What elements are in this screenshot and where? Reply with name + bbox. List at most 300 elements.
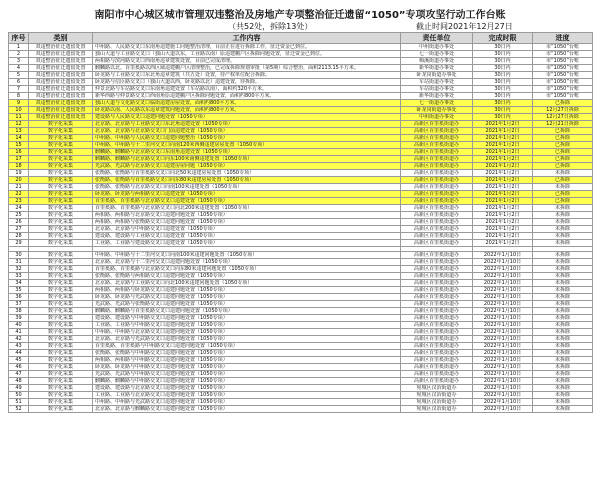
row-category: 双违整治征迁遗留处置	[29, 65, 93, 72]
row-category: 数字化采集	[29, 212, 93, 219]
row-deadline: 2022年1月10日	[473, 252, 533, 259]
row-unit: 高新区百里奚街道办	[401, 170, 473, 177]
row-unit: 车站街道办事处	[401, 86, 473, 93]
table-row	[9, 135, 593, 142]
row-category: 双违整治征迁遗留处置	[29, 58, 93, 65]
table-row	[9, 100, 593, 107]
row-status: 已拆除	[533, 191, 593, 198]
row-category: 双违整治征迁遗留处置	[29, 79, 93, 86]
row-status: 市“1050”台账	[533, 65, 593, 72]
row-deadline: 2022年1月10日	[473, 329, 533, 336]
table-row	[9, 357, 593, 364]
table-row	[9, 142, 593, 149]
row-no: 10	[9, 107, 29, 114]
row-deadline: 2022年1月10日	[473, 315, 533, 322]
table-row	[9, 350, 593, 357]
table-row	[9, 198, 593, 205]
row-no: 49	[9, 385, 29, 392]
row-status: 12月27日拆除	[533, 114, 593, 121]
row-deadline: 2022年1月10日	[473, 350, 533, 357]
row-status: 未拆除	[533, 371, 593, 378]
row-status: 未拆除	[533, 364, 593, 371]
table-row	[9, 273, 593, 280]
row-status: 市“1050”台账	[533, 72, 593, 79]
row-category: 数字化采集	[29, 294, 93, 301]
row-category: 数字化采集	[29, 156, 93, 163]
row-status: 未拆除	[533, 378, 593, 385]
row-category: 数字化采集	[29, 149, 93, 156]
row-content: 卧龙路以南、人民路以东违章建筑问题处置，面积约800平方米。	[93, 107, 401, 114]
table-row	[9, 252, 593, 259]
row-no: 26	[9, 219, 29, 226]
row-content: 张衡路、张衡路与中州路交叉口违建问题处置（1050专项）	[93, 350, 401, 357]
row-deadline: 2022年1月10日	[473, 294, 533, 301]
row-status: 未拆除	[533, 329, 593, 336]
row-unit: 梅溪街道办事处	[401, 58, 473, 65]
row-status: 未拆除	[533, 322, 593, 329]
row-deadline: 2021年1月2日	[473, 198, 533, 205]
row-deadline: 2022年1月10日	[473, 406, 533, 413]
row-unit: 宛城区汉冶街道办	[401, 392, 473, 399]
row-category: 数字化采集	[29, 252, 93, 259]
row-deadline: 2021年1月2日	[473, 128, 533, 135]
table-row	[9, 385, 593, 392]
row-unit: 高新区百里奚街道办	[401, 219, 473, 226]
table-row	[9, 170, 593, 177]
row-no: 28	[9, 233, 29, 240]
table-row	[9, 406, 593, 413]
row-no: 7	[9, 86, 29, 93]
row-category: 数字化采集	[29, 350, 93, 357]
row-category: 数字化采集	[29, 205, 93, 212]
row-category: 双违整治征迁遗留处置	[29, 51, 93, 58]
row-category: 数字化采集	[29, 128, 93, 135]
row-content: 独山大道与文化路交叉口临街违建房屋处置，面积约800平方米。	[93, 100, 401, 107]
row-category: 数字化采集	[29, 135, 93, 142]
row-status: 未拆除	[533, 252, 593, 259]
row-no: 52	[9, 406, 29, 413]
row-unit: 高新区百里奚街道办	[401, 322, 473, 329]
row-no: 33	[9, 273, 29, 280]
row-status: 市“1050”台账	[533, 86, 593, 93]
row-deadline: 2022年1月10日	[473, 399, 533, 406]
table-row	[9, 226, 593, 233]
row-content: 新华西路与仲景路交叉口西南角原违建棚户区拆除问题处置，面积约800平方米。	[93, 93, 401, 100]
row-unit: 高新区百里奚街道办	[401, 280, 473, 287]
table-row	[9, 315, 593, 322]
row-status: 12月21日拆除	[533, 121, 593, 128]
row-no: 20	[9, 177, 29, 184]
row-unit: 高新区百里奚街道办	[401, 128, 473, 135]
row-status: 未拆除	[533, 294, 593, 301]
row-no: 16	[9, 149, 29, 156]
row-no: 35	[9, 287, 29, 294]
row-content: 工业路、工业路与中州路交叉口违建问题处置（1050专项）	[93, 322, 401, 329]
row-no: 45	[9, 357, 29, 364]
row-unit: 高新区百里奚街道办	[401, 198, 473, 205]
table-row	[9, 79, 593, 86]
row-unit: 高新区百里奚街道办	[401, 121, 473, 128]
table-row	[9, 266, 593, 273]
row-unit: 宛城区汉冶街道办	[401, 406, 473, 413]
table-row	[9, 72, 593, 79]
row-category: 数字化采集	[29, 385, 93, 392]
row-content: 卧龙路、卧龙路与中州路交叉口违建问题处置（1050专项）	[93, 364, 401, 371]
row-category: 数字化采集	[29, 170, 93, 177]
row-content: 张衡路、张衡路与北京路交叉口向南100米违建处置（1050专项）	[93, 184, 401, 191]
row-unit: 高新区百里奚街道办	[401, 301, 473, 308]
row-unit: 宛城区汉冶街道办	[401, 399, 473, 406]
row-category: 数字化采集	[29, 357, 93, 364]
row-unit: 高新区百里奚街道办	[401, 329, 473, 336]
row-status: 12月27日拆除	[533, 107, 593, 114]
row-no: 17	[9, 156, 29, 163]
row-deadline: 30日内	[473, 114, 533, 121]
row-deadline: 2021年1月2日	[473, 156, 533, 163]
row-deadline: 30日内	[473, 79, 533, 86]
row-category: 数字化采集	[29, 198, 93, 205]
table-row	[9, 86, 593, 93]
row-no: 29	[9, 240, 29, 247]
table-row	[9, 399, 593, 406]
row-deadline: 2022年1月10日	[473, 308, 533, 315]
row-deadline: 2022年1月10日	[473, 266, 533, 273]
row-no: 47	[9, 371, 29, 378]
table-row	[9, 156, 593, 163]
row-category: 数字化采集	[29, 259, 93, 266]
row-no: 14	[9, 135, 29, 142]
table-row	[9, 343, 593, 350]
row-unit: 高新区百里奚街道办	[401, 308, 473, 315]
row-category: 数字化采集	[29, 399, 93, 406]
row-no: 37	[9, 301, 29, 308]
row-unit: 中州街道办事处	[401, 44, 473, 51]
row-category: 数字化采集	[29, 301, 93, 308]
row-no: 22	[9, 191, 29, 198]
row-no: 41	[9, 329, 29, 336]
table-row	[9, 280, 593, 287]
row-status: 已拆除	[533, 142, 593, 149]
row-content: 北京路、北京路与十二里河交叉口违建问题处置（1050专项）	[93, 259, 401, 266]
header-no: 序号	[9, 33, 29, 44]
row-no: 2	[9, 51, 29, 58]
row-deadline: 30日内	[473, 65, 533, 72]
table-row	[9, 149, 593, 156]
row-no: 42	[9, 336, 29, 343]
table-row	[9, 240, 593, 247]
row-category: 双违整治征迁遗留处置	[29, 72, 93, 79]
row-deadline: 2021年1月2日	[473, 170, 533, 177]
row-content: 卧龙路、卧龙路与光武路交叉口违建问题处置（1050专项）	[93, 294, 401, 301]
row-content: 光武路、光武路与中州路交叉口违建问题处置（1050专项）	[93, 371, 401, 378]
row-status: 未拆除	[533, 399, 593, 406]
row-deadline: 2022年1月10日	[473, 392, 533, 399]
table-row	[9, 259, 593, 266]
row-no: 15	[9, 142, 29, 149]
row-status: 未拆除	[533, 226, 593, 233]
row-category: 数字化采集	[29, 308, 93, 315]
row-deadline: 2021年1月2日	[473, 233, 533, 240]
table-row	[9, 329, 593, 336]
row-deadline: 2021年1月2日	[473, 219, 533, 226]
row-category: 数字化采集	[29, 121, 93, 128]
row-status: 市“1050”台账	[533, 79, 593, 86]
row-unit: 高新区百里奚街道办	[401, 336, 473, 343]
row-unit: 高新区百里奚街道办	[401, 266, 473, 273]
row-unit: 卧龙岗街道办事处	[401, 107, 473, 114]
document-count-note: （共52处，拆除13处）	[228, 22, 313, 31]
row-no: 39	[9, 315, 29, 322]
row-category: 数字化采集	[29, 240, 93, 247]
table-row	[9, 301, 593, 308]
row-deadline: 2022年1月10日	[473, 364, 533, 371]
row-status: 已拆除	[533, 163, 593, 170]
row-deadline: 2021年1月2日	[473, 212, 533, 219]
row-category: 数字化采集	[29, 329, 93, 336]
row-content: 两相路、两相路与中州路交叉口违建问题处置（1050专项）	[93, 357, 401, 364]
row-category: 数字化采集	[29, 371, 93, 378]
header-category: 类别	[29, 33, 93, 44]
table-row	[9, 392, 593, 399]
row-deadline: 2021年1月2日	[473, 163, 533, 170]
row-deadline: 2021年1月2日	[473, 135, 533, 142]
row-unit: 七一街道办事处	[401, 100, 473, 107]
table-row	[9, 163, 593, 170]
row-deadline: 2021年1月2日	[473, 184, 533, 191]
row-deadline: 2021年1月2日	[473, 205, 533, 212]
header-content: 工作内容	[93, 33, 401, 44]
row-content: 两相路、两相路与张衡路交叉口违建问题处置（1050专项）	[93, 219, 401, 226]
row-status: 未拆除	[533, 259, 593, 266]
row-category: 数字化采集	[29, 378, 93, 385]
table-row	[9, 308, 593, 315]
row-status: 已拆除	[533, 149, 593, 156]
table-row	[9, 371, 593, 378]
row-status: 已拆除	[533, 156, 593, 163]
row-unit: 高新区百里奚街道办	[401, 357, 473, 364]
row-status: 已拆除	[533, 100, 593, 107]
row-content: 张衡路、张衡路与百里奚路交叉口向东80米违建房屋处置（1050专项）	[93, 177, 401, 184]
row-category: 数字化采集	[29, 219, 93, 226]
row-status: 未拆除	[533, 184, 593, 191]
table-row	[9, 177, 593, 184]
row-unit: 高新区百里奚街道办	[401, 294, 473, 301]
row-deadline: 2021年1月2日	[473, 121, 533, 128]
row-deadline: 2022年1月10日	[473, 343, 533, 350]
row-status: 未拆除	[533, 280, 593, 287]
row-no: 32	[9, 266, 29, 273]
row-no: 48	[9, 378, 29, 385]
row-category: 数字化采集	[29, 364, 93, 371]
row-unit: 高新区百里奚街道办	[401, 191, 473, 198]
row-category: 数字化采集	[29, 273, 93, 280]
row-deadline: 2021年1月2日	[473, 240, 533, 247]
row-content: 麒麟路、麒麟路与北京路交叉口向东100米南侧违建处置（1050专项）	[93, 156, 401, 163]
row-deadline: 2021年1月2日	[473, 191, 533, 198]
row-unit: 高新区百里奚街道办	[401, 177, 473, 184]
row-category: 数字化采集	[29, 287, 93, 294]
row-no: 50	[9, 392, 29, 399]
row-status: 市“1050”台账	[533, 51, 593, 58]
row-deadline: 30日内	[473, 58, 533, 65]
row-unit: 车站街道办事处	[401, 79, 473, 86]
row-category: 双违整治征迁遗留处置	[29, 93, 93, 100]
row-content: 中州路、中州路与北京路交叉口违建问题处置（1050专项）	[93, 329, 401, 336]
row-unit: 高新区百里奚街道办	[401, 378, 473, 385]
row-category: 双违整治征迁遗留处置	[29, 86, 93, 93]
row-deadline: 2021年1月2日	[473, 226, 533, 233]
row-no: 19	[9, 170, 29, 177]
row-deadline: 2021年1月2日	[473, 149, 533, 156]
row-content: 中州路、中州路与十二里河交叉口向南120米西侧违建房屋处置（1050专项）	[93, 142, 401, 149]
row-no: 40	[9, 322, 29, 329]
row-content: 仲景北路与车站路交叉口东南角违建处置（车站路以南），面积约320平方米。	[93, 86, 401, 93]
row-content: 卧龙路与信臣路交叉口（独山大道以西，卧龙路以北）违建处置，待拆除。	[93, 79, 401, 86]
row-content: 光武路、光武路与北京路交叉口违建房屋问题（1050专项）	[93, 163, 401, 170]
row-content: 中州路、中州路与光武路交叉口违建问题处置（1050专项）	[93, 399, 401, 406]
row-no: 51	[9, 399, 29, 406]
table-row	[9, 128, 593, 135]
row-status: 未拆除	[533, 205, 593, 212]
table-row	[9, 294, 593, 301]
row-content: 北京路、北京路与光武路交叉口违建问题处置（1050专项）	[93, 336, 401, 343]
row-unit: 高新区百里奚街道办	[401, 350, 473, 357]
row-no: 12	[9, 121, 29, 128]
row-status: 未拆除	[533, 266, 593, 273]
row-no: 27	[9, 226, 29, 233]
row-unit: 高新区百里奚街道办	[401, 205, 473, 212]
row-deadline: 2022年1月10日	[473, 385, 533, 392]
row-status: 未拆除	[533, 240, 593, 247]
row-category: 数字化采集	[29, 336, 93, 343]
row-content: 中州路、人民路交叉口东南角违建施工问题整治清理，目前正在进行拆除工作，征迁资金已到位。	[93, 44, 401, 51]
row-content: 两相路、两相路与卧龙路交叉口违建问题处置（1050专项）	[93, 287, 401, 294]
table-row	[9, 65, 593, 72]
row-content: 建设路、建设路与中州路交叉口违建问题处置（1050专项）	[93, 315, 401, 322]
row-category: 数字化采集	[29, 266, 93, 273]
row-unit: 高新区百里奚街道办	[401, 135, 473, 142]
row-status: 市“1050”台账	[533, 93, 593, 100]
row-unit: 高新区百里奚街道办	[401, 156, 473, 163]
row-unit: 七一街道办事处	[401, 51, 473, 58]
row-deadline: 2022年1月10日	[473, 357, 533, 364]
table-row	[9, 114, 593, 121]
row-content: 两相路与滨河路交叉口西南角违章建筑处置，目前已完成清理。	[93, 58, 401, 65]
row-content: 独山大道与工业路交叉口（独山大道以东，工业路以南）原违建棚户区拆除问题处置，征迁资金已到位。	[93, 51, 401, 58]
row-category: 数字化采集	[29, 177, 93, 184]
row-category: 双违整治征迁遗留处置	[29, 100, 93, 107]
row-deadline: 2022年1月10日	[473, 259, 533, 266]
row-status: 未拆除	[533, 301, 593, 308]
table-row	[9, 205, 593, 212]
row-no: 25	[9, 212, 29, 219]
row-deadline: 2022年1月10日	[473, 336, 533, 343]
row-deadline: 30日内	[473, 51, 533, 58]
row-unit: 高新区百里奚街道办	[401, 273, 473, 280]
row-content: 张衡路、张衡路与两相路交叉口违建问题处置（1050专项）	[93, 273, 401, 280]
row-status: 未拆除	[533, 273, 593, 280]
row-deadline: 30日内	[473, 44, 533, 51]
row-category: 数字化采集	[29, 226, 93, 233]
row-status: 已拆除	[533, 135, 593, 142]
row-unit: 宛城区汉冶街道办	[401, 385, 473, 392]
row-status: 市“1050”台账	[533, 58, 593, 65]
row-no: 8	[9, 93, 29, 100]
row-status: 已拆除	[533, 128, 593, 135]
header-deadline: 完成时限	[473, 33, 533, 44]
row-unit: 中州街道办事处	[401, 114, 473, 121]
row-deadline: 2022年1月10日	[473, 378, 533, 385]
row-deadline: 30日内	[473, 93, 533, 100]
row-status: 未拆除	[533, 170, 593, 177]
row-unit: 高新区百里奚街道办	[401, 315, 473, 322]
row-content: 北京路、北京路与北京路交叉口门前违建处置（1050专项）	[93, 128, 401, 135]
row-content: 麒麟路、麒麟路与百里奚路交叉口违建问题处置（1050专项）	[93, 308, 401, 315]
row-status: 未拆除	[533, 357, 593, 364]
row-unit: 高新区百里奚街道办	[401, 184, 473, 191]
row-unit: 新华街道办事处	[401, 65, 473, 72]
row-content: 百里奚路、百里奚路与北京路交叉口向北200米违建处置（1050专项）	[93, 205, 401, 212]
row-no: 34	[9, 280, 29, 287]
row-status: 已拆除	[533, 198, 593, 205]
table-row	[9, 219, 593, 226]
row-content: 卧龙路、卧龙路与两相路交叉口违建处置（1050专项）	[93, 191, 401, 198]
row-unit: 高新区百里奚街道办	[401, 364, 473, 371]
table-row	[9, 44, 593, 51]
row-no: 18	[9, 163, 29, 170]
row-deadline: 2021年1月2日	[473, 142, 533, 149]
row-no: 23	[9, 198, 29, 205]
row-unit: 高新区百里奚街道办	[401, 149, 473, 156]
row-no: 44	[9, 350, 29, 357]
row-content: 百里奚路、百里奚路与北京路交叉口向东80米违建问题处置（1050专项）	[93, 266, 401, 273]
row-category: 双违整治征迁遗留处置	[29, 44, 93, 51]
row-unit: 高新区百里奚街道办	[401, 142, 473, 149]
row-unit: 高新区百里奚街道办	[401, 343, 473, 350]
row-category: 数字化采集	[29, 406, 93, 413]
row-content: 北京路、北京路与工业路交叉口向北100米违建问题处置（1050专项）	[93, 280, 401, 287]
row-content: 光武路、光武路与张衡路交叉口违建问题处置（1050专项）	[93, 301, 401, 308]
table-row	[9, 107, 593, 114]
row-content: 建设路与人民路交叉口违建问题处置（1050专项）	[93, 114, 401, 121]
row-status: 已拆除	[533, 177, 593, 184]
row-category: 数字化采集	[29, 163, 93, 170]
row-status: 未拆除	[533, 392, 593, 399]
row-no: 38	[9, 308, 29, 315]
table-row	[9, 287, 593, 294]
row-category: 数字化采集	[29, 142, 93, 149]
row-no: 31	[9, 259, 29, 266]
ledger-table	[8, 32, 593, 413]
row-no: 4	[9, 65, 29, 72]
row-no: 9	[9, 100, 29, 107]
row-no: 43	[9, 343, 29, 350]
row-no: 13	[9, 128, 29, 135]
table-row	[9, 336, 593, 343]
row-no: 24	[9, 205, 29, 212]
row-unit: 新华街道办事处	[401, 93, 473, 100]
row-deadline: 30日内	[473, 107, 533, 114]
header-status: 进度	[533, 33, 593, 44]
row-content: 建设路、建设路与工业路交叉口违建处置（1050专项）	[93, 233, 401, 240]
row-deadline: 30日内	[473, 100, 533, 107]
row-category: 数字化采集	[29, 280, 93, 287]
row-no: 3	[9, 58, 29, 65]
row-unit: 高新区百里奚街道办	[401, 252, 473, 259]
row-category: 数字化采集	[29, 191, 93, 198]
row-category: 数字化采集	[29, 392, 93, 399]
row-category: 数字化采集	[29, 233, 93, 240]
